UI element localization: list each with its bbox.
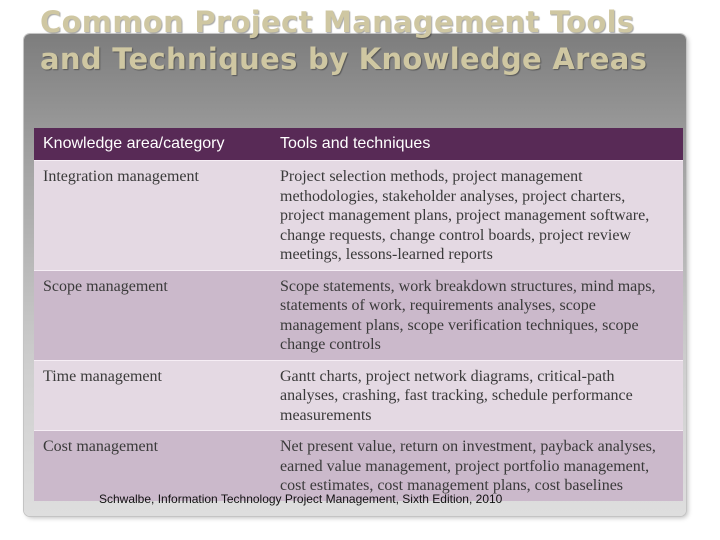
row-tools: Scope statements, work breakdown structures, mind maps, statements of work, requirements analyses, scope management plans, scope verification techniques, scope change controls	[270, 270, 683, 360]
source-citation: Schwalbe, Information Technology Project Management, Sixth Edition, 2010	[99, 492, 503, 506]
row-category: Integration management	[34, 161, 270, 271]
table-header-row	[34, 128, 683, 161]
row-tools: Gantt charts, project network diagrams, critical-path analyses, crashing, fast tracking, schedule performance measurements	[270, 360, 683, 431]
header-knowledge-area: Knowledge area/category	[34, 128, 270, 161]
row-category: Time management	[34, 360, 270, 431]
slide-title: Common Project Management Tools and Techniques by Knowledge Areas	[40, 5, 648, 76]
row-category: Cost management	[34, 431, 270, 501]
table-row	[34, 431, 683, 501]
table-container	[34, 128, 683, 512]
row-category: Scope management	[34, 270, 270, 360]
table-row	[34, 360, 683, 431]
table-row	[34, 161, 683, 271]
row-tools: Net present value, return on investment, payback analyses, earned value management, project portfolio management, cost estimates, cost management plans, cost baselines	[270, 431, 683, 501]
knowledge-areas-table	[34, 128, 683, 501]
row-tools: Project selection methods, project management methodologies, stakeholder analyses, project charters, project management plans, project management software, change requests, change control boards, project review meetings, lessons-learned reports	[270, 161, 683, 271]
header-tools-techniques: Tools and techniques	[270, 128, 683, 161]
table-row	[34, 270, 683, 360]
